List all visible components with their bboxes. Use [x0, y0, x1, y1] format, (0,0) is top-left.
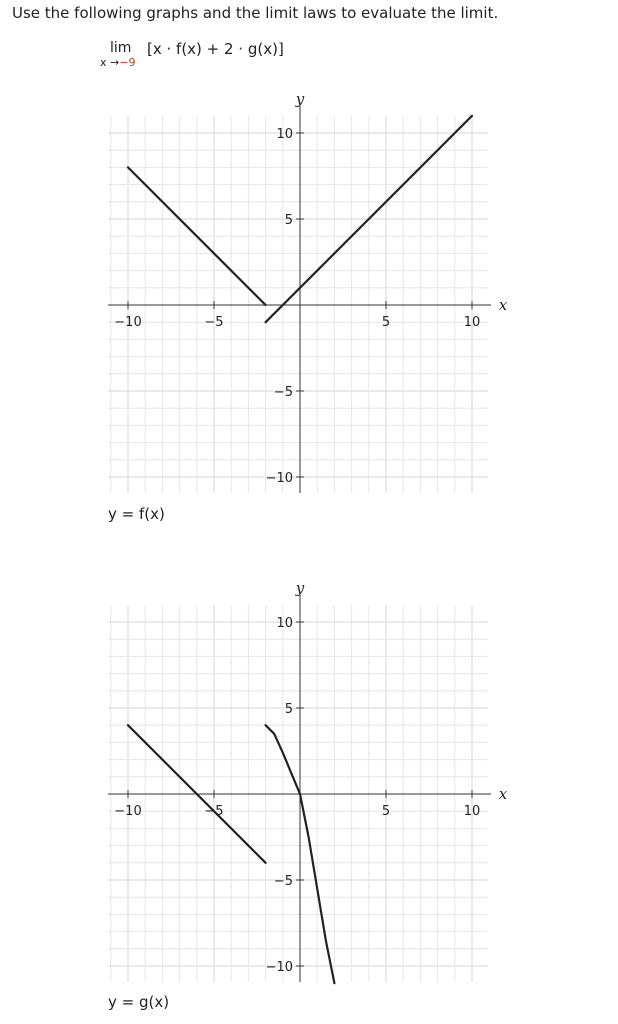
x-tick-label: 10	[463, 804, 481, 819]
limit-subscript	[100, 56, 135, 69]
x-tick-label: −10	[114, 804, 142, 819]
limit-body: [x · f(x) + 2 · g(x)]	[147, 40, 284, 58]
graph-g	[96, 577, 516, 997]
y-tick-label: 5	[284, 702, 293, 717]
x-tick-label: 5	[381, 315, 391, 330]
limit-expression	[100, 40, 340, 74]
y-axis-label: y	[295, 579, 305, 597]
y-tick-label: −10	[265, 960, 293, 975]
y-axis-label: y	[295, 90, 305, 108]
x-tick-label: −5	[204, 804, 224, 819]
x-tick-label: 5	[381, 804, 391, 819]
limit-value: −9	[119, 56, 136, 69]
x-tick-label: −5	[204, 315, 224, 330]
y-tick-label: 10	[276, 127, 293, 142]
caption-f: y = f(x)	[108, 505, 165, 523]
problem-prompt: Use the following graphs and the limit laws to evaluate the limit.	[12, 4, 499, 22]
y-tick-label: 10	[276, 616, 293, 631]
x-axis-label: x	[498, 296, 508, 314]
y-tick-label: 5	[284, 213, 293, 228]
y-tick-label: −10	[265, 471, 293, 486]
lim-word: lim	[110, 40, 132, 56]
y-tick-label: −5	[273, 385, 293, 400]
limit-variable: x →	[100, 56, 120, 69]
x-tick-label: −10	[114, 315, 142, 330]
y-tick-label: −5	[273, 874, 293, 889]
caption-g: y = g(x)	[108, 993, 170, 1011]
x-axis-label: x	[498, 785, 508, 803]
x-tick-label: 10	[463, 315, 481, 330]
graph-f	[96, 88, 516, 508]
